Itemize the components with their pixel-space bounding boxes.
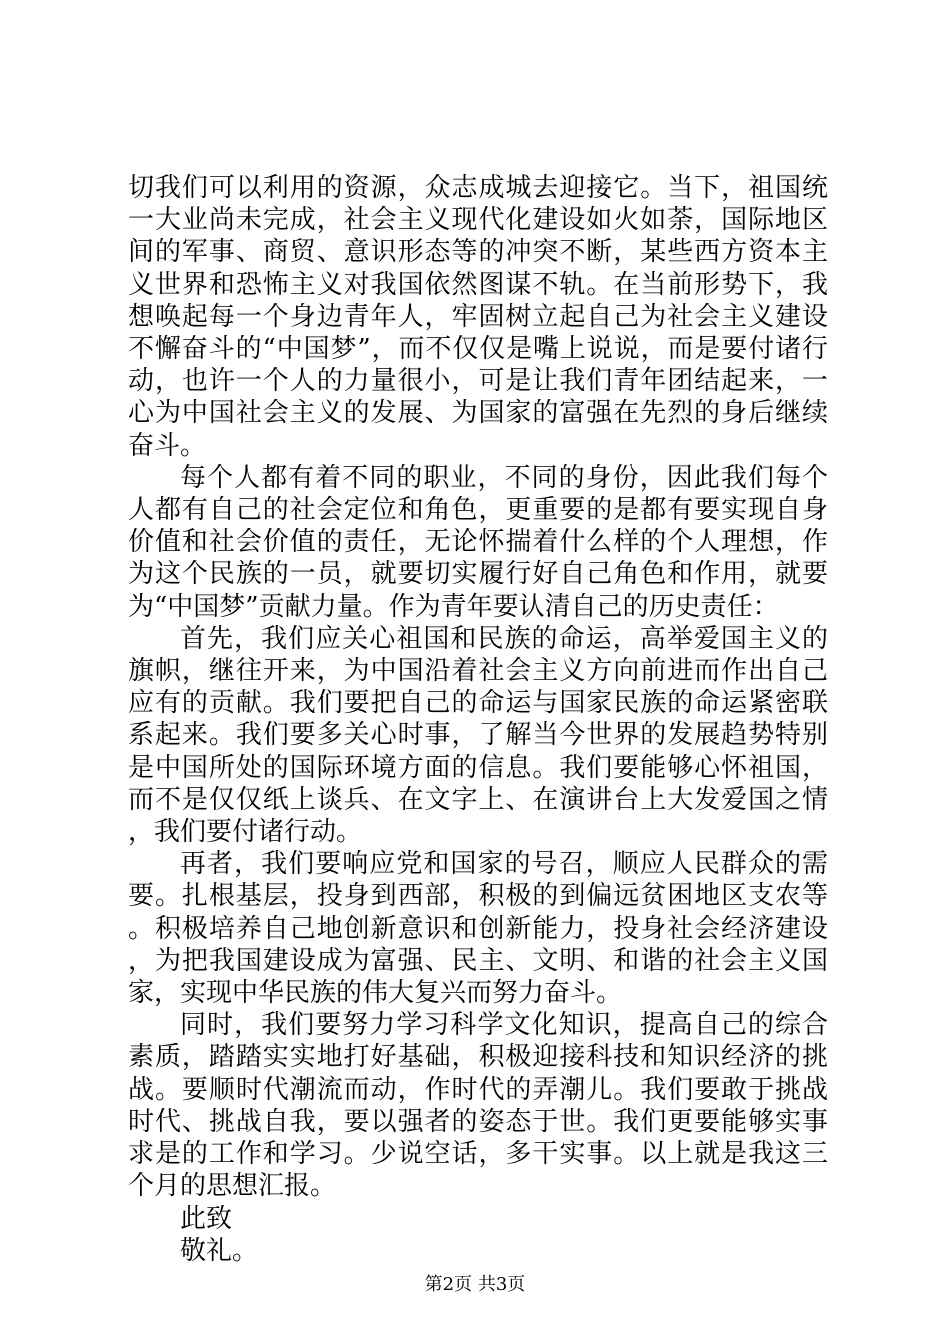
page-number: 第2页 共3页 [424, 1274, 526, 1295]
document-body [128, 172, 828, 1267]
page-footer [0, 1274, 950, 1296]
closing-regards: 敬礼。 [180, 1235, 259, 1266]
paragraph-roles: 每个人都有着不同的职业，不同的身份，因此我们每个人都有自己的社会定位和角色，更重要的是都有要实现自身价值和社会价值的责任，无论怀揣着什么样的个人理想，作为这个民族的一员，就要切实履行好自己角色和作用，就要为“中国梦”贡献力量。作为青年要认清自己的历史责任： [128, 462, 828, 622]
paragraph-first: 首先，我们应关心祖国和民族的命运，高举爱国主义的旗帜，继往开来，为中国沿着社会主义方向前进而作出自己应有的贡献。我们要把自己的命运与国家民族的命运紧密联系起来。我们要多关心时事，了解当今世界的发展趋势特别是中国所处的国际环境方面的信息。我们要能够心怀祖国，而不是仅仅纸上谈兵、在文字上、在演讲台上大发爱国之情，我们要付诸行动。 [128, 623, 828, 848]
paragraph-continuation: 切我们可以利用的资源，众志成城去迎接它。当下，祖国统一大业尚未完成，社会主义现代化建设如火如荼，国际地区间的军事、商贸、意识形态等的冲突不断，某些西方资本主义世界和恐怖主义对我国依然图谋不轨。在当前形势下，我想唤起每一个身边青年人，牢固树立起自己为社会主义建设不懈奋斗的“中国梦”，而不仅仅是嘴上说说，而是要付诸行动，也许一个人的力量很小，可是让我们青年团结起来，一心为中国社会主义的发展、为国家的富强在先烈的身后继续奋斗。 [128, 173, 828, 461]
paragraph-second: 再者，我们要响应党和国家的号召，顺应人民群众的需要。扎根基层，投身到西部，积极的到偏远贫困地区支农等。积极培养自己地创新意识和创新能力，投身社会经济建设，为把我国建设成为富强、民主、文明、和谐的社会主义国家，实现中华民族的伟大复兴而努力奋斗。 [128, 849, 828, 1009]
closing-salutation: 此致 [180, 1203, 233, 1234]
paragraph-third: 同时，我们要努力学习科学文化知识，提高自己的综合素质，踏踏实实地打好基础，积极迎接科技和知识经济的挑战。要顺时代潮流而动，作时代的弄潮儿。我们要敢于挑战时代、挑战自我，要以强者的姿态于世。我们更要能够实事求是的工作和学习。少说空话，多干实事。以上就是我这三个月的思想汇报。 [128, 1010, 828, 1202]
